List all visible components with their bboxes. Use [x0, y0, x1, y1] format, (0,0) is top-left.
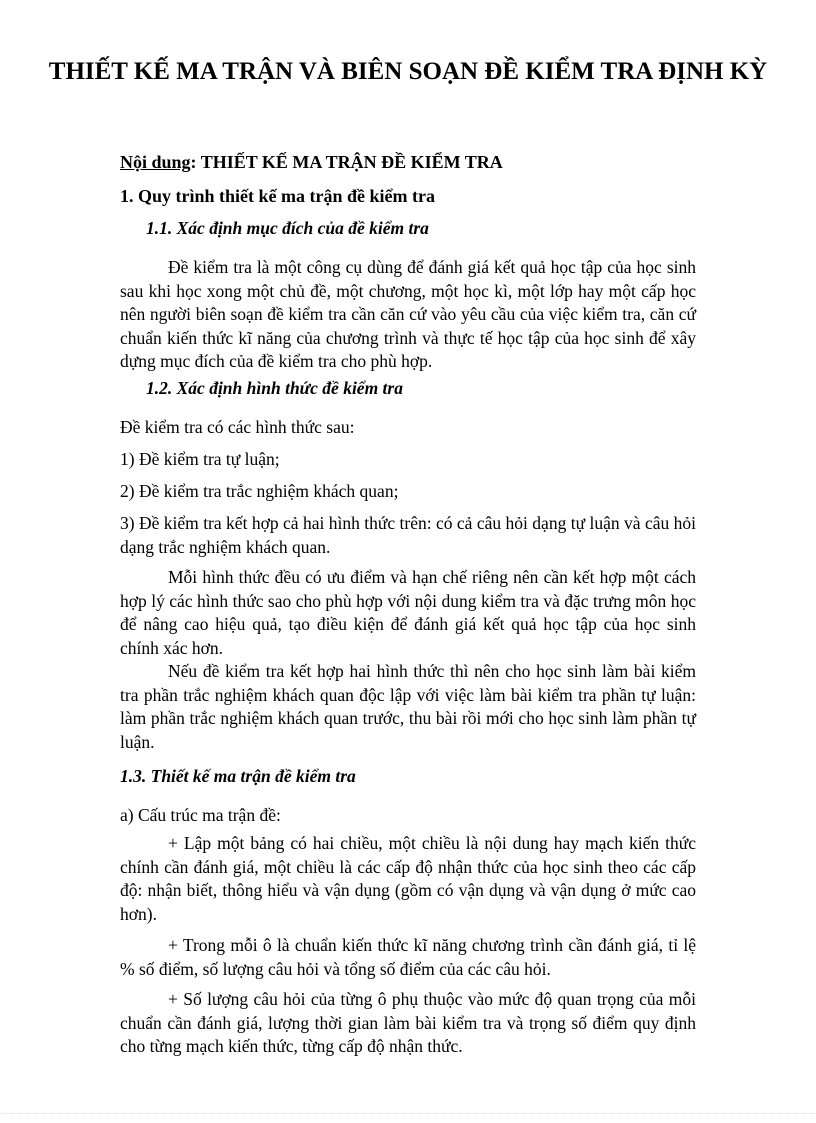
form-item-1: 1) Đề kiểm tra tự luận;	[120, 449, 280, 469]
matrix-bullet-3: + Số lượng câu hỏi của từng ô phụ thuộc vào mức độ quan trọng của mỗi chuẩn cần đánh giá, lượng thời gian làm bài kiểm tra và trọng số điểm quy định cho từng mạch kiến thức, từng cấp độ nhận thức.	[120, 989, 696, 1056]
subsection-1-2-heading: 1.2. Xác định hình thức đề kiểm tra	[146, 378, 403, 398]
subsection-1-3-heading: 1.3. Thiết kế ma trận đề kiểm tra	[120, 766, 356, 786]
section-1-heading: 1. Quy trình thiết kế ma trận đề kiểm tra	[120, 186, 435, 206]
paragraph-forms-combination: Mỗi hình thức đều có ưu điểm và hạn chế riêng nên cần kết hợp một cách hợp lý các hình thức sao cho phù hợp với nội dung kiểm tra và đặc trưng môn học để nâng cao hiệu quả, tạo điều kiện để đánh giá kết quả học tập của học sinh chính xác hơn.	[120, 567, 696, 658]
forms-intro: Đề kiểm tra có các hình thức sau:	[120, 417, 355, 437]
content-label: Nội dung	[120, 152, 191, 172]
matrix-structure-label: a) Cấu trúc ma trận đề:	[120, 805, 281, 825]
document-title: THIẾT KẾ MA TRẬN VÀ BIÊN SOẠN ĐỀ KIỂM TRA ĐỊNH KỲ	[48, 58, 768, 85]
form-item-2: 2) Đề kiểm tra trắc nghiệm khách quan;	[120, 481, 399, 501]
content-topic: : THIẾT KẾ MA TRẬN ĐỀ KIỂM TRA	[190, 152, 503, 172]
matrix-bullet-1: + Lập một bảng có hai chiều, một chiều là nội dung hay mạch kiến thức chính cần đánh giá, một chiều là các cấp độ nhận thức của học sinh theo các cấp độ: nhận biết, thông hiểu và vận dụng (gồm có vận dụng và vận dụng ở mức cao hơn).	[120, 833, 696, 924]
page-bottom-divider	[0, 1113, 816, 1114]
subsection-1-1-heading: 1.1. Xác định mục đích của đề kiểm tra	[146, 218, 429, 238]
matrix-bullet-2: + Trong mỗi ô là chuẩn kiến thức kĩ năng chương trình cần đánh giá, tỉ lệ % số điểm, số lượng câu hỏi và tổng số điểm của các câu hỏi.	[120, 935, 696, 979]
content-line	[120, 150, 696, 174]
paragraph-purpose: Đề kiểm tra là một công cụ dùng để đánh giá kết quả học tập của học sinh sau khi học xong một chủ đề, một chương, một học kì, một lớp hay một cấp học nên người biên soạn đề kiểm tra cần căn cứ vào yêu cầu của việc kiểm tra, căn cứ chuẩn kiến thức kĩ năng của chương trình và thực tế học tập của học sinh để xây dựng mục đích của đề kiểm tra cho phù hợp.	[120, 257, 696, 371]
form-item-3: 3) Đề kiểm tra kết hợp cả hai hình thức trên: có cả câu hỏi dạng tự luận và câu hỏi dạng trắc nghiệm khách quan.	[120, 513, 696, 557]
paragraph-combined-test: Nếu đề kiểm tra kết hợp hai hình thức thì nên cho học sinh làm bài kiểm tra phần trắc nghiệm khách quan độc lập với việc làm bài kiểm tra phần tự luận: làm phần trắc nghiệm khách quan trước, thu bài rồi mới cho học sinh làm phần tự luận.	[120, 661, 696, 752]
